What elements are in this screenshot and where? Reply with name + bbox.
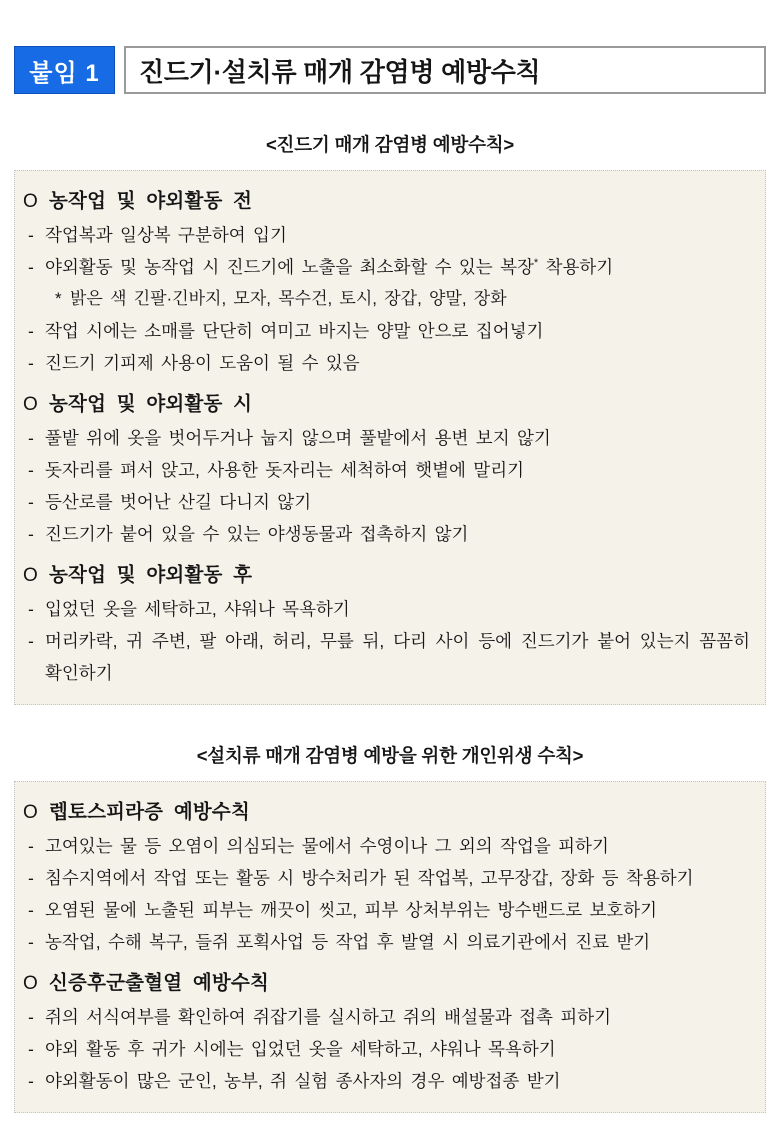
- list-item: [23, 1065, 751, 1097]
- document-title: 진드기·설치류 매개 감염병 예방수칙: [139, 56, 541, 87]
- item-text: 고여있는 물 등 오염이 의심되는 물에서 수영이나 그 외의 작업을 피하기: [45, 836, 609, 856]
- item-text: 작업복과 일상복 구분하여 입기: [45, 225, 287, 245]
- item-marker: -: [28, 1071, 34, 1091]
- item-text: 풀밭 위에 옷을 벗어두거나 눕지 않으며 풀밭에서 용변 보지 않기: [45, 428, 551, 448]
- list-item: [23, 894, 751, 926]
- list-item: [23, 219, 751, 251]
- list-item: [23, 830, 751, 862]
- item-marker: -: [28, 599, 34, 619]
- group-marker: O: [23, 565, 38, 586]
- item-marker: -: [28, 460, 34, 480]
- group-title: 렙토스피라증 예방수칙: [49, 801, 250, 823]
- item-text: 돗자리를 펴서 앉고, 사용한 돗자리는 세척하여 햇볕에 말리기: [45, 460, 525, 480]
- group-title-row: [23, 795, 751, 830]
- item-marker: -: [28, 353, 34, 373]
- footnote-item: [23, 283, 751, 315]
- item-marker: -: [28, 257, 34, 277]
- item-marker: -: [28, 836, 34, 856]
- document-body: [0, 131, 780, 1113]
- group-title: 농작업 및 야외활동 전: [49, 190, 253, 212]
- item-marker: -: [28, 428, 34, 448]
- group-marker: O: [23, 191, 38, 212]
- item-marker: *: [55, 289, 62, 308]
- list-item: [23, 625, 751, 689]
- list-item: [23, 518, 751, 550]
- item-marker: -: [28, 631, 34, 651]
- list-item: [23, 1001, 751, 1033]
- group-title-row: [23, 558, 751, 593]
- item-text: 진드기가 붙어 있을 수 있는 야생동물과 접촉하지 않기: [45, 524, 469, 544]
- attachment-badge: 붙임 1: [14, 46, 115, 94]
- rule-group: [23, 387, 751, 550]
- section-heading: <설치류 매개 감염병 예방을 위한 개인위생 수칙>: [196, 745, 584, 766]
- group-title: 신증후군출혈열 예방수칙: [49, 972, 270, 994]
- item-text: 야외 활동 후 귀가 시에는 입었던 옷을 세탁하고, 샤워나 목욕하기: [45, 1039, 556, 1059]
- item-marker: -: [28, 900, 34, 920]
- item-marker: -: [28, 1039, 34, 1059]
- item-marker: -: [28, 1007, 34, 1027]
- title-box: [124, 46, 766, 94]
- section-heading: <진드기 매개 감염병 예방수칙>: [265, 134, 515, 155]
- item-text: 침수지역에서 작업 또는 활동 시 방수처리가 된 작업복, 고무장갑, 장화 등 착용하기: [45, 868, 694, 888]
- item-marker: -: [28, 868, 34, 888]
- group-title: 농작업 및 야외활동 후: [49, 564, 253, 586]
- item-marker: -: [28, 321, 34, 341]
- item-text: 야외활동 및 농작업 시 진드기에 노출을 최소화할 수 있는 복장* 착용하기: [45, 257, 614, 277]
- header: [14, 46, 766, 94]
- item-text: 등산로를 벗어난 산길 다니지 않기: [45, 492, 312, 512]
- list-item: [23, 926, 751, 958]
- list-item: [23, 454, 751, 486]
- item-marker: -: [28, 492, 34, 512]
- list-item: [23, 593, 751, 625]
- list-item: [23, 347, 751, 379]
- list-item: [23, 315, 751, 347]
- item-text: 쥐의 서식여부를 확인하여 쥐잡기를 실시하고 쥐의 배설물과 접촉 피하기: [45, 1007, 612, 1027]
- item-marker: -: [28, 225, 34, 245]
- item-text: 야외활동이 많은 군인, 농부, 쥐 실험 종사자의 경우 예방접종 받기: [45, 1071, 561, 1091]
- list-item: [23, 486, 751, 518]
- item-marker: -: [28, 932, 34, 952]
- list-item: [23, 1033, 751, 1065]
- rules-box: [14, 781, 766, 1113]
- list-item: [23, 862, 751, 894]
- rule-group: [23, 795, 751, 958]
- item-text: 진드기 기피제 사용이 도움이 될 수 있음: [45, 353, 360, 373]
- group-title-row: [23, 387, 751, 422]
- item-text: 작업 시에는 소매를 단단히 여미고 바지는 양말 안으로 집어넣기: [45, 321, 544, 341]
- item-text: 농작업, 수해 복구, 들쥐 포획사업 등 작업 후 발열 시 의료기관에서 진료 받기: [45, 932, 651, 952]
- group-marker: O: [23, 802, 38, 823]
- item-text: 밝은 색 긴팔·긴바지, 모자, 목수건, 토시, 장갑, 양말, 장화: [70, 289, 507, 308]
- group-title-row: [23, 184, 751, 219]
- item-marker: -: [28, 524, 34, 544]
- rule-group: [23, 184, 751, 379]
- list-item: [23, 251, 751, 283]
- group-marker: O: [23, 973, 38, 994]
- rule-group: [23, 966, 751, 1097]
- rule-group: [23, 558, 751, 689]
- rules-box: [14, 170, 766, 705]
- group-title: 농작업 및 야외활동 시: [49, 393, 253, 415]
- group-title-row: [23, 966, 751, 1001]
- item-text: 입었던 옷을 세탁하고, 샤워나 목욕하기: [45, 599, 350, 619]
- item-text: 머리카락, 귀 주변, 팔 아래, 허리, 무릎 뒤, 다리 사이 등에 진드기가 붙어 있는지 꼼꼼히 확인하기: [45, 631, 750, 683]
- list-item: [23, 422, 751, 454]
- group-marker: O: [23, 394, 38, 415]
- item-text: 오염된 물에 노출된 피부는 깨끗이 씻고, 피부 상처부위는 방수밴드로 보호하기: [45, 900, 658, 920]
